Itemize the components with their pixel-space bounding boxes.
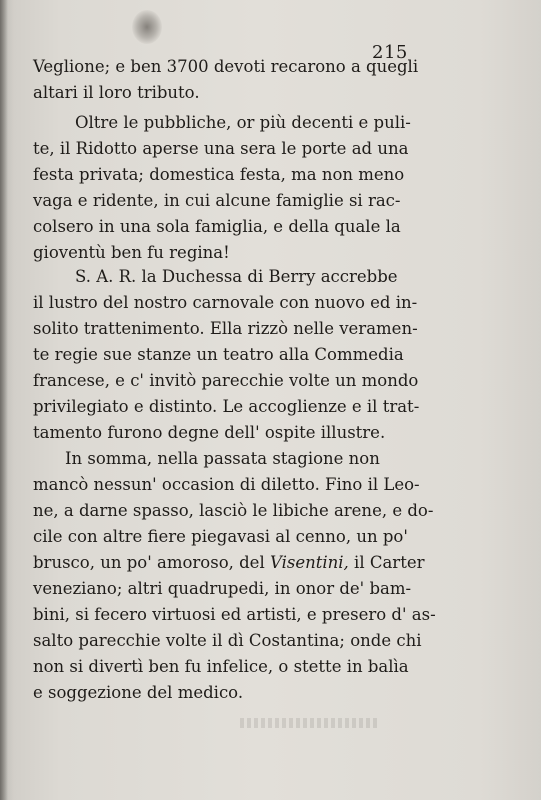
text-line: cile con altre fiere piegavasi al cenno, un po' bbox=[33, 527, 408, 546]
text-line: salto parecchie volte il dì Costantina; onde chi bbox=[33, 631, 422, 650]
page-number: 215 bbox=[372, 42, 408, 63]
text-line: francese, e c' invitò parecchie volte un mondo bbox=[33, 371, 419, 390]
text-line: veneziano; altri quadrupedi, in onor de' bam- bbox=[33, 579, 412, 598]
text-line: tamento furono degne dell' ospite illustre. bbox=[33, 423, 386, 442]
bleed-through bbox=[240, 718, 380, 728]
text-line: Veglione; e ben 3700 devoti recarono a quegli bbox=[33, 57, 419, 76]
text-line: mancò nessun' occasion di diletto. Fino il Leo- bbox=[33, 475, 420, 494]
text-line: colsero in una sola famiglia, e della quale la bbox=[33, 217, 401, 236]
text-line: gioventù ben fu regina! bbox=[33, 243, 230, 262]
text-line: vaga e ridente, in cui alcune famiglie si rac- bbox=[33, 191, 401, 210]
text-line: altari il loro tributo. bbox=[33, 83, 200, 102]
spine-shadow bbox=[0, 0, 8, 800]
text-line: bini, si fecero virtuosi ed artisti, e presero d' as- bbox=[33, 605, 436, 624]
italic-name: Visentini, bbox=[269, 553, 349, 572]
text-line: il lustro del nostro carnovale con nuovo ed in- bbox=[33, 293, 418, 312]
text-line: Oltre le pubbliche, or più decenti e puli- bbox=[75, 113, 411, 132]
text-line: te, il Ridotto aperse una sera le porte ad una bbox=[33, 139, 409, 158]
text-line-part: il Carter bbox=[348, 553, 425, 572]
text-line: In somma, nella passata stagione non bbox=[65, 449, 380, 468]
text-line: privilegiato e distinto. Le accoglienze e il trat- bbox=[33, 397, 420, 416]
text-line: non si divertì ben fu infelice, o stette in balìa bbox=[33, 657, 409, 676]
text-line: solito trattenimento. Ella rizzò nelle veramen- bbox=[33, 319, 418, 338]
text-line: ne, a darne spasso, lasciò le libiche arene, e do- bbox=[33, 501, 434, 520]
text-line-part: brusco, un po' amoroso, del bbox=[33, 553, 270, 572]
text-line: te regie sue stanze un teatro alla Commedia bbox=[33, 345, 404, 364]
text-line bbox=[33, 552, 424, 574]
text-line: festa privata; domestica festa, ma non meno bbox=[33, 165, 405, 184]
text-line: S. A. R. la Duchessa di Berry accrebbe bbox=[75, 267, 398, 286]
ink-blot bbox=[132, 10, 162, 44]
text-line: e soggezione del medico. bbox=[33, 683, 244, 702]
